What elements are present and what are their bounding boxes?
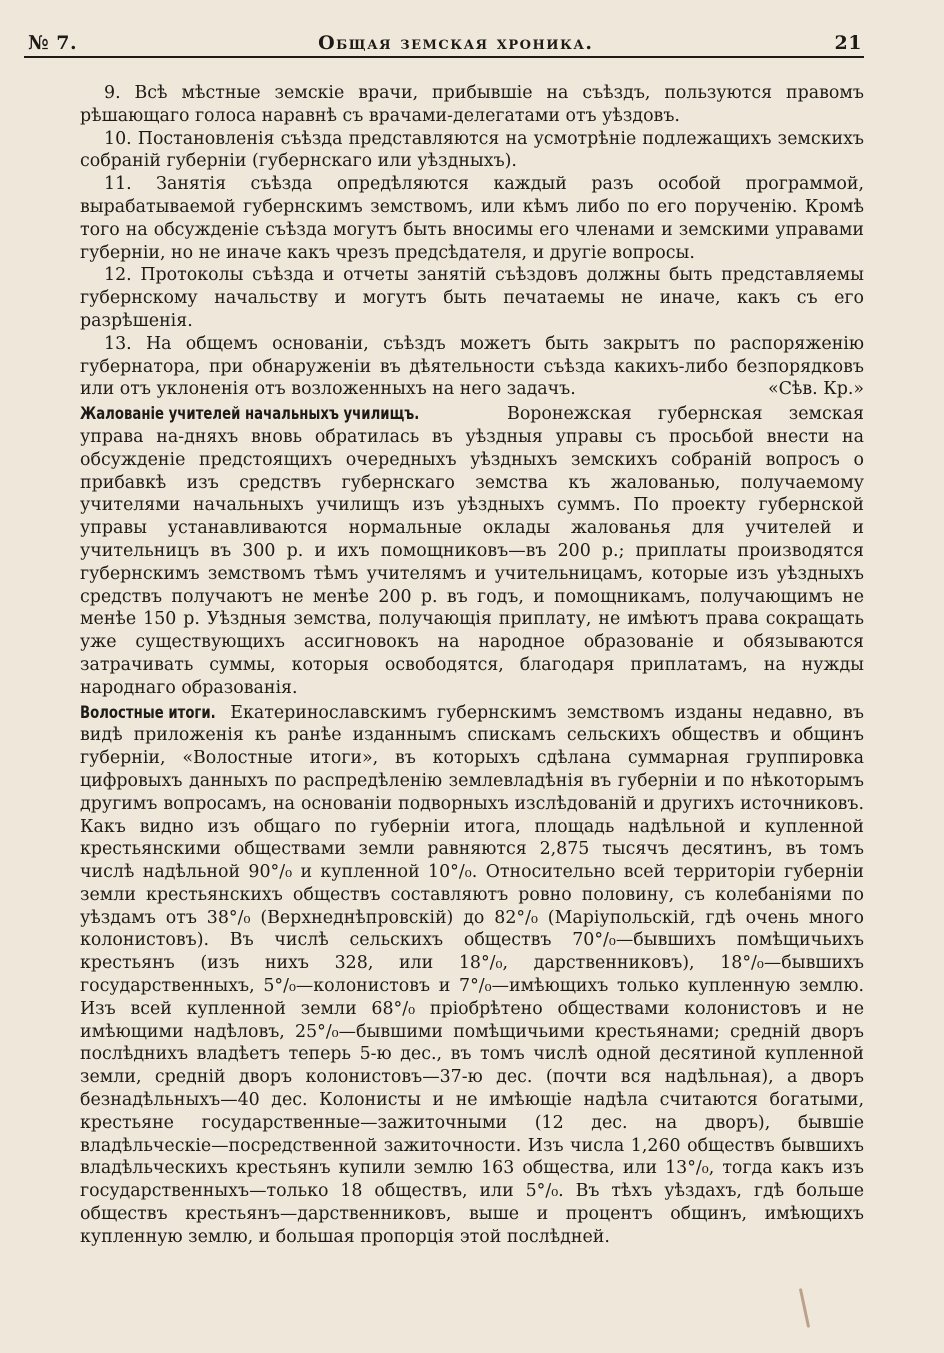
section-volost-totals xyxy=(80,702,864,1249)
source-signature: «Сѣв. Кр.» xyxy=(767,379,864,400)
section-text: Воронежская губернская земская управа на-дняхъ вновь обратилась въ уѣздныя управы съ просьбой внести на обсужденіе предстоящихъ очередныхъ уѣздныхъ земскихъ собраній вопросъ о прибавкѣ изъ средствъ губернскаго земства къ жалованью, получаемому учителями начальныхъ училищъ изъ уѣздныхъ суммъ. По проекту губернской управы устанавливаются нормальные оклады жалованья для учителей и учительницъ въ 300 р. и ихъ помощниковъ—въ 200 р.; приплаты производятся губернскимъ земствомъ тѣмъ учителямъ и учительницамъ, которые изъ уѣздныхъ средствъ получаютъ не менѣе 200 р. въ годъ, и помощникамъ, получающимъ не менѣе 150 р. Уѣздныя земства, получающія приплату, не имѣютъ права сокращать уже существующихъ ассигновокъ на народное образованіе и обязываются затрачивать суммы, которыя освободятся, благодаря приплатамъ, на нужды народнаго образованія. xyxy=(80,404,864,698)
paragraph xyxy=(80,333,864,401)
paragraph-text: 13. На общемъ основаніи, съѣздъ можетъ быть закрытъ по распоряженію губернатора, при обнаруженіи въ дѣятельности съѣзда какихъ-либо безпорядковъ или отъ уклоненія отъ возложенныхъ на него задачъ. xyxy=(80,333,864,400)
section-salaries xyxy=(80,403,864,699)
issue-number: № 7. xyxy=(28,32,78,54)
paragraph: 9. Всѣ мѣстные земскіе врачи, прибывшіе на съѣздъ, пользуются правомъ рѣшающаго голоса наравнѣ съ врачами-делегатами отъ уѣздовъ. xyxy=(80,83,864,126)
paper-mark xyxy=(799,1288,810,1328)
header-rule xyxy=(24,56,864,58)
section-heading: Жалованіе учителей начальныхъ училищъ. xyxy=(80,404,420,425)
page-title: Общая земская хроника. xyxy=(318,32,594,54)
section-text: Екатеринославскимъ губернскимъ земствомъ изданы недавно, въ видѣ приложенія къ ранѣе изданнымъ спискамъ сельскихъ обществъ и общинъ губерніи, «Волостные итоги», въ которыхъ сдѣлана суммарная группировка цифровыхъ данныхъ по распредѣленію землевладѣнія въ губерніи и по нѣкоторымъ другимъ вопросамъ, на основаніи подворныхъ изслѣдованій и другихъ источниковъ. Какъ видно изъ общаго по губерніи итога, площадь надѣльной и купленной крестьянскими обществами земли равняются 2,875 тысячъ десятинъ, въ томъ числѣ надѣльной 90°/₀ и купленной 10°/₀. Относительно всей территоріи губерніи земли крестьянскихъ обществъ составляютъ ровно половину, съ колебаніями по уѣздамъ отъ 38°/₀ (Верхнеднѣпровскій) до 82°/₀ (Маріупольскій, гдѣ очень много колонистовъ). Въ числѣ сельскихъ обществъ 70°/₀—бывшихъ помѣщичьихъ крестьянъ (изъ нихъ 328, или 18°/₀, дарственниковъ), 18°/₀—бывшихъ государственныхъ, 5°/₀—колонистовъ и 7°/₀—имѣющихъ только купленную землю. Изъ всей купленной земли 68°/₀ пріобрѣтено обществами колонистовъ и не имѣющими надѣловъ, 25°/₀—бывшими помѣщичьими крестьянами; средній дворъ послѣднихъ владѣетъ теперь 5-ю дес., въ томъ числѣ одной десятиной купленной земли, средній дворъ колонистовъ—37-ю дес. (почти вся надѣльная), а дворъ безнадѣльныхъ—40 дес. Колонисты и не имѣющіе надѣла считаются богатыми, крестьяне государственные—зажиточными (12 дес. на дворъ), бывшіе владѣльческіе—посредственной зажиточности. Изъ числа 1,260 обществъ бывшихъ владѣльческихъ крестьянъ купили землю 163 общества, или 13°/₀, тогда какъ изъ государственныхъ—только 18 обществъ, или 5°/₀. Въ тѣхъ уѣздахъ, гдѣ больше обществъ крестьянъ—дарственниковъ, выше и процентъ общинъ, имѣющихъ купленную землю, и большая пропорція этой послѣдней. xyxy=(80,702,865,1247)
paragraph: 10. Постановленія съѣзда представляются на усмотрѣніе подлежащихъ земскихъ собраній губерніи (губернскаго или уѣздныхъ). xyxy=(80,128,864,172)
section-heading: Волостные итоги. xyxy=(80,702,216,723)
running-header xyxy=(28,28,862,54)
paragraph: 12. Протоколы съѣзда и отчеты занятій съѣздовъ должны быть представляемы губернскому начальству и могутъ быть печатаемы не иначе, какъ съ его разрѣшенія. xyxy=(80,265,864,331)
page-number: 21 xyxy=(834,32,862,54)
paragraph: 11. Занятія съѣзда опредѣляются каждый разъ особой программой, вырабатываемой губернскимъ земствомъ, или кѣмъ либо по его порученію. Кромѣ того на обсужденіе съѣзда могутъ быть вносимы его членами и земскими управами губерніи, но не иначе какъ чрезъ предсѣдателя, и другіе вопросы. xyxy=(80,174,864,263)
article-body xyxy=(80,82,864,1249)
